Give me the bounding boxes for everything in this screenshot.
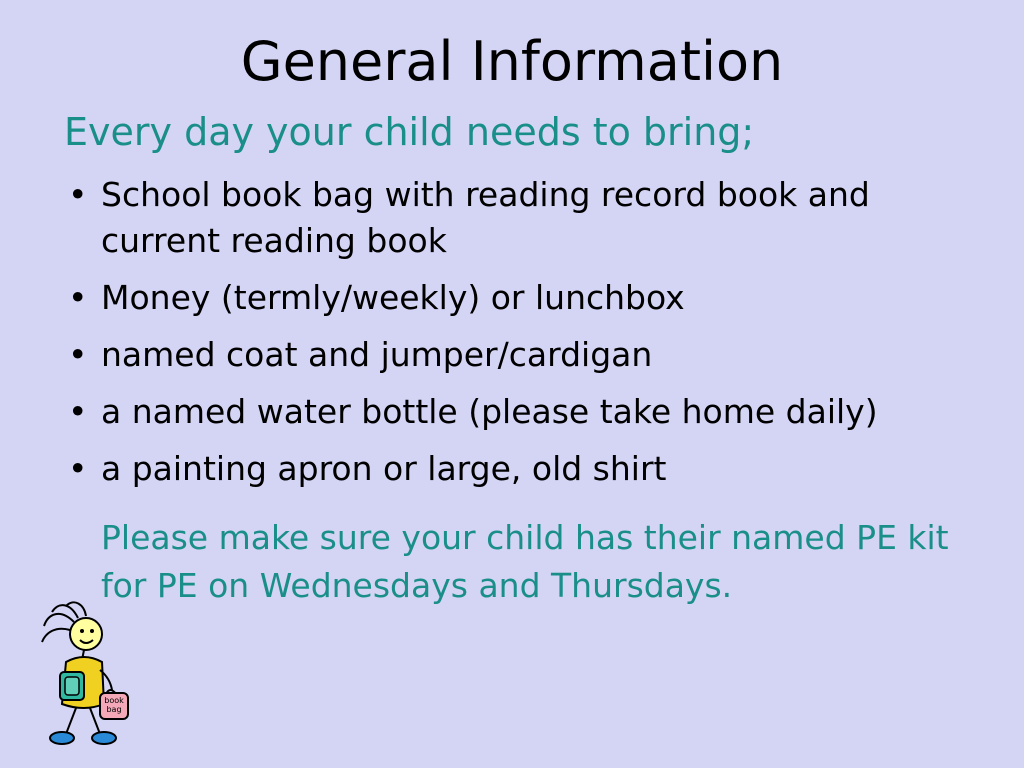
- list-item: • a painting apron or large, old shirt: [60, 446, 980, 492]
- list-item: • named coat and jumper/cardigan: [60, 332, 980, 378]
- slide-subheading: Every day your child needs to bring;: [64, 110, 755, 154]
- list-item: • Money (termly/weekly) or lunchbox: [60, 275, 980, 321]
- child-with-book-bag-icon: [30, 600, 140, 750]
- bag-label-line2: bag: [106, 705, 122, 714]
- slide-title: General Information: [240, 30, 784, 93]
- pe-kit-note: Please make sure your child has their named PE kit for PE on Wednesdays and Thursdays.: [101, 518, 949, 605]
- bag-label-line1: book: [104, 696, 124, 705]
- list-item: • School book bag with reading record book and current reading book: [60, 172, 980, 264]
- list-item: • a named water bottle (please take home daily): [60, 389, 980, 435]
- bullet-list: [60, 172, 980, 503]
